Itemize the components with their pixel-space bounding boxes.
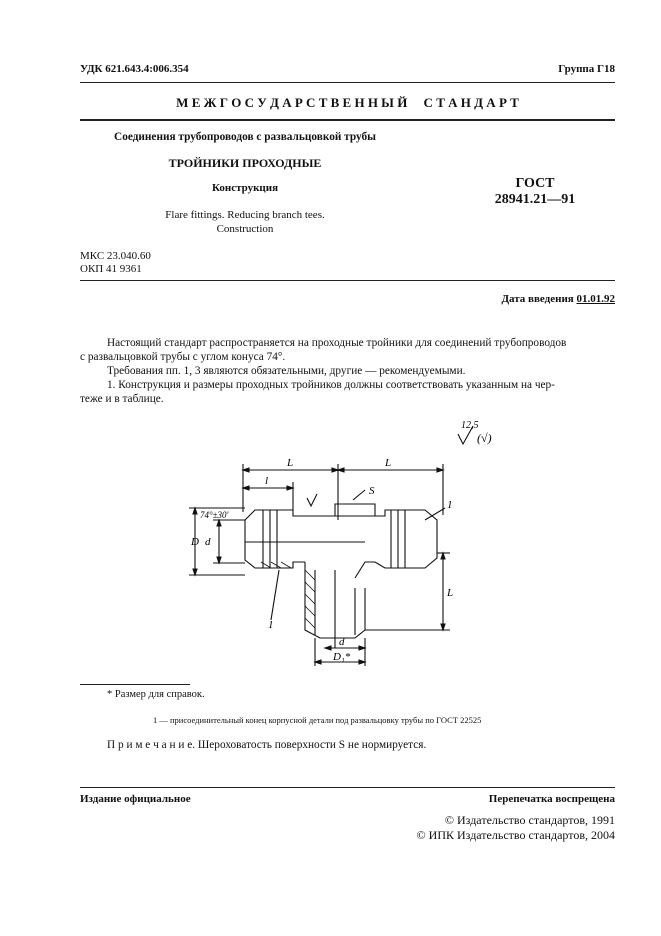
callout-1-right: 1	[447, 499, 453, 511]
reprint-prohibited: Перепечатка воспрещена	[488, 793, 615, 805]
standard-part: Конструкция	[211, 182, 279, 194]
dim-label-D: D	[191, 536, 199, 548]
angle-label: 74°±30'	[200, 510, 229, 520]
header-rule-top	[80, 82, 615, 83]
remark-text: Шероховатость поверхности S не нормируется.	[197, 739, 427, 751]
roughness-value: 12,5	[461, 420, 479, 431]
footnote-rule	[80, 684, 190, 685]
dim-label-l: l	[265, 475, 269, 487]
standard-subject: Соединения трубопроводов с развальцовкой трубы	[114, 131, 376, 143]
standard-name: ТРОЙНИКИ ПРОХОДНЫЕ	[168, 156, 322, 170]
introduction-date-label: Дата введения	[501, 293, 574, 305]
okp-code: ОКП 41 9361	[80, 263, 142, 275]
english-title-line2: Construction	[216, 223, 274, 235]
introduction-date	[501, 293, 615, 305]
remark	[107, 738, 426, 753]
udk-code: УДК 621.643.4:006.354	[80, 63, 189, 75]
footnote: * Размер для справок.	[107, 689, 205, 700]
paragraph-1-line-1: Настоящий стандарт распространяется на проходные тройники для соединений трубопроводов	[107, 337, 567, 349]
paragraph-2: Требования пп. 1, 3 являются обязательными, другие — рекомендуемыми.	[107, 365, 466, 377]
tee-fitting-drawing	[175, 420, 535, 678]
title-block-rule	[80, 280, 615, 281]
official-edition: Издание официальное	[80, 793, 191, 805]
gost-number: 28941.21—91	[494, 192, 576, 207]
paragraph-3-line-1: 1. Конструкция и размеры проходных тройников должны соответствовать указанным на чер-	[107, 379, 555, 391]
copyright-2004: © ИПК Издательство стандартов, 2004	[416, 828, 615, 842]
dim-label-L-left: L	[287, 457, 294, 469]
english-title-line1: Flare fittings. Reducing branch tees.	[165, 209, 325, 221]
mks-code: МКС 23.040.60	[80, 250, 151, 262]
dim-label-D1: D₁*	[333, 651, 351, 663]
paragraph-3-line-2: теже и в таблице.	[80, 393, 164, 405]
legend-note: 1 — присоединительный конец корпусной детали под развальцовку трубы по ГОСТ 22525	[153, 715, 482, 725]
dim-label-L-right: L	[385, 457, 392, 469]
callout-1-left: 1	[268, 619, 274, 631]
group-code: Группа Г18	[558, 63, 615, 75]
dim-label-L-vertical: L	[447, 587, 454, 599]
dim-label-d-bottom: d	[339, 636, 345, 648]
copyright-1991: © Издательство стандартов, 1991	[444, 813, 615, 827]
interstate-standard-banner: М Е Ж Г О С У Д А Р С Т В Е Н Н Ы Й С Т А Н Д А Р Т	[176, 95, 519, 110]
remark-label: П р и м е ч а н и е.	[107, 739, 196, 751]
gost-label: ГОСТ	[515, 176, 555, 191]
roughness-paren: (√)	[477, 431, 492, 445]
footer-rule	[80, 787, 615, 788]
dim-label-d-left: d	[205, 536, 211, 548]
dim-label-S: S	[369, 485, 375, 497]
introduction-date-value: 01.01.92	[576, 293, 615, 305]
header-rule-bottom	[80, 119, 615, 121]
paragraph-1-line-2: с развальцовкой трубы с углом конуса 74°.	[80, 351, 286, 363]
